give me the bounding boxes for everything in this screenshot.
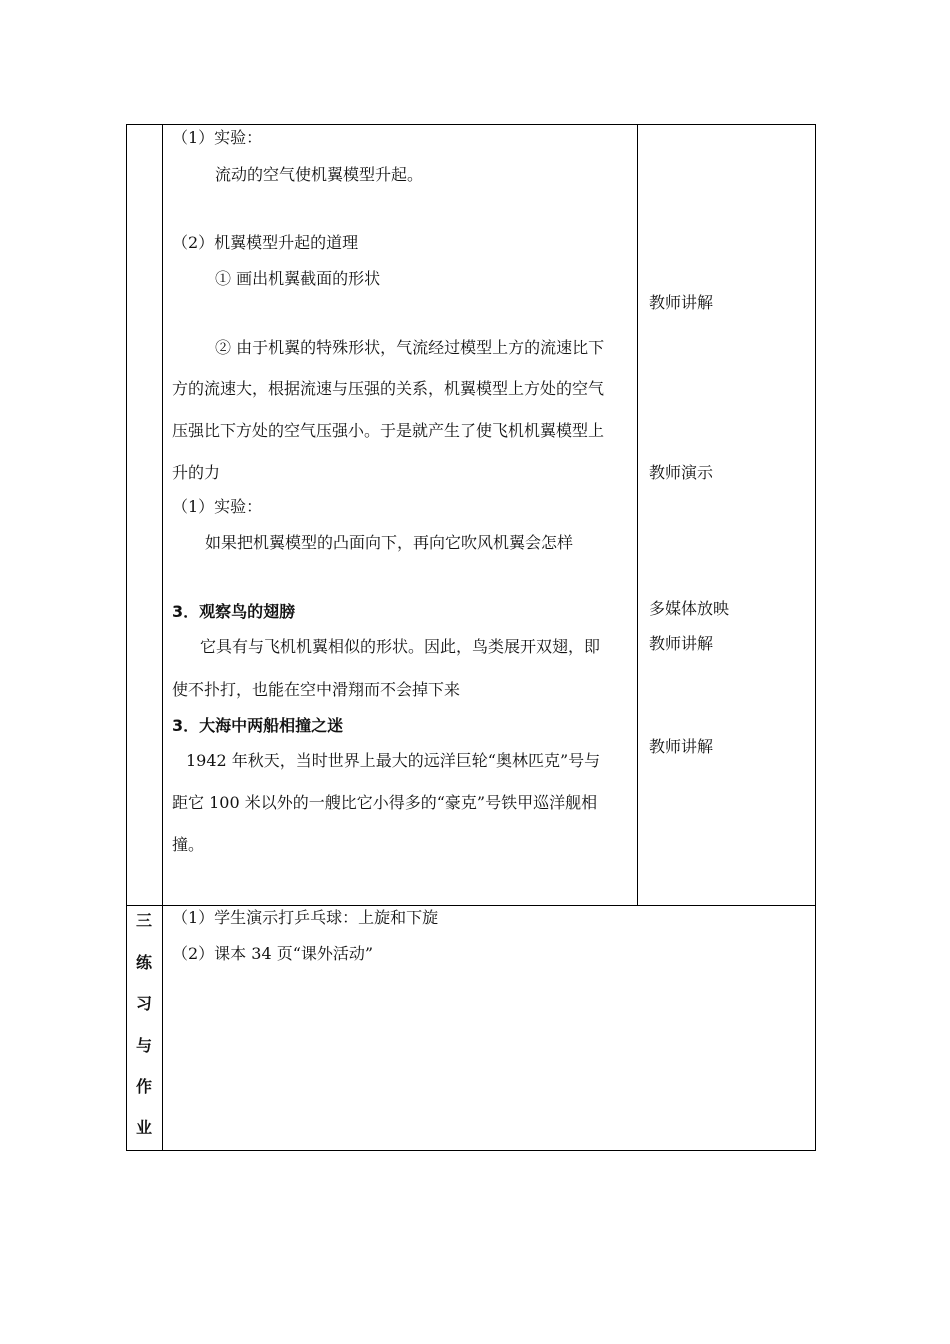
section-title-char: 与 [135, 1036, 152, 1055]
section-title-char: 业 [135, 1118, 152, 1137]
text-line: （1）实验： [172, 497, 263, 516]
section-title-char: 习 [135, 994, 152, 1013]
text-line: ② 由于机翼的特殊形状，气流经过模型上方的流速比下 [215, 338, 605, 357]
section-title-char: 三 [135, 911, 152, 930]
text-line: 方的流速大，根据流速与压强的关系，机翼模型上方处的空气 [172, 379, 605, 398]
text-line: 1942 年秋天，当时世界上最大的远洋巨轮“奥林匹克”号与 [186, 751, 601, 770]
heading-ship-collision: 3．大海中两船相撞之迷 [172, 716, 344, 735]
text-line: 使不扑打，也能在空中滑翔而不会掉下来 [172, 680, 461, 699]
exercise-line: （2）课本 34 页“课外活动” [172, 944, 374, 963]
exercise-line: （1）学生演示打乒乓球：上旋和下旋 [172, 908, 439, 927]
note-teacher-explain: 教师讲解 [649, 737, 714, 756]
text-line: 流动的空气使机翼模型升起。 [215, 165, 424, 184]
col-divider-right [637, 124, 638, 906]
text-line: 它具有与飞机机翼相似的形状。因此，鸟类展开双翅，即 [200, 637, 601, 656]
section-title-char: 作 [135, 1077, 152, 1096]
note-teacher-demo: 教师演示 [649, 463, 714, 482]
text-line: 如果把机翼模型的凸面向下，再向它吹风机翼会怎样 [205, 533, 574, 552]
text-line: 撞。 [172, 835, 205, 854]
text-line: ① 画出机翼截面的形状 [215, 269, 381, 288]
text-line: （1）实验： [172, 128, 263, 147]
text-line: 距它 100 米以外的一艘比它小得多的“豪克”号铁甲巡洋舰相 [172, 793, 598, 812]
heading-bird-wings: 3．观察鸟的翅膀 [172, 602, 296, 621]
text-line: 压强比下方处的空气压强小。于是就产生了使飞机机翼模型上 [172, 421, 605, 440]
section-title-char: 练 [135, 953, 152, 972]
note-teacher-explain: 教师讲解 [649, 293, 714, 312]
row-divider [126, 905, 816, 906]
col-divider-left [162, 124, 163, 1151]
text-line: （2）机翼模型升起的道理 [172, 233, 359, 252]
note-multimedia: 多媒体放映 [649, 599, 730, 618]
note-teacher-explain: 教师讲解 [649, 634, 714, 653]
text-line: 升的力 [172, 463, 221, 482]
